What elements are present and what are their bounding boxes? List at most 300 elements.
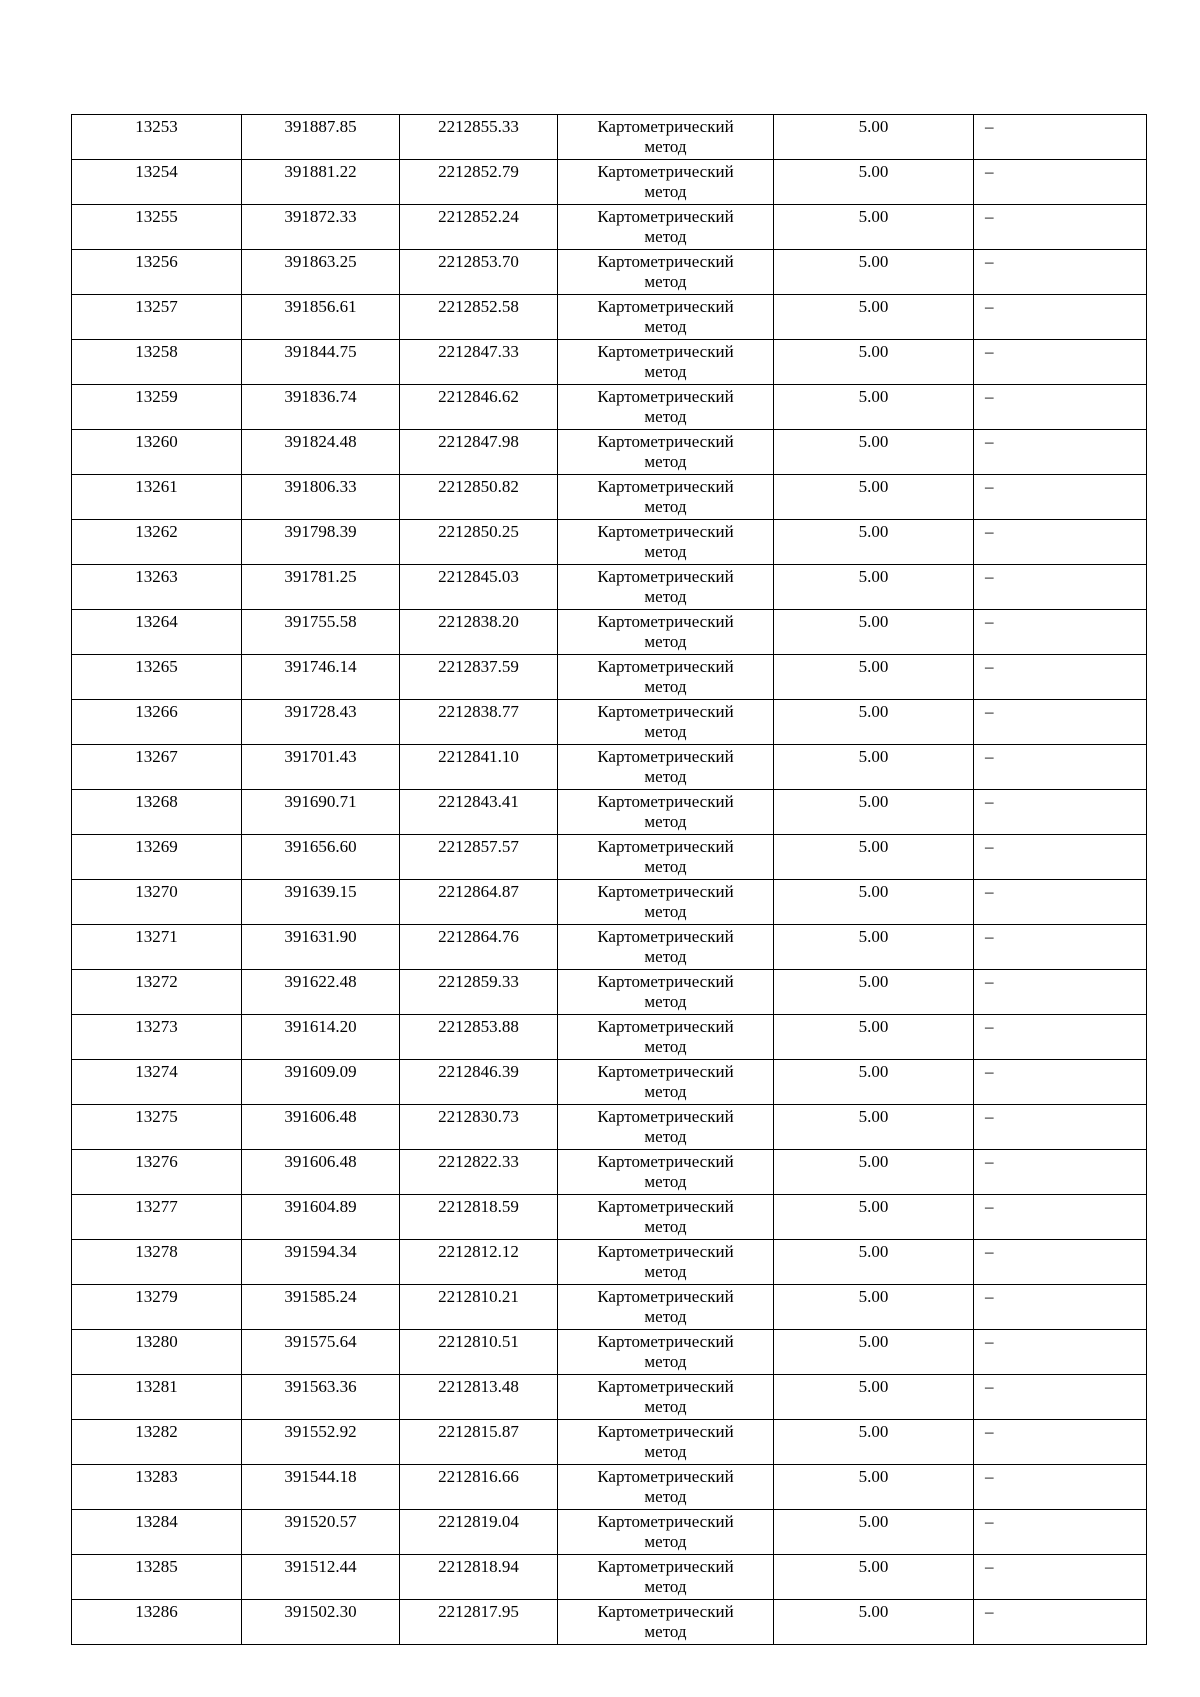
method-line-2: метод: [644, 1037, 687, 1056]
method-line-2: метод: [644, 947, 687, 966]
method-cell: [558, 1060, 774, 1105]
note-cell: –: [974, 1150, 1147, 1195]
method-line-1: Картометрический: [597, 882, 734, 901]
table-row: [72, 520, 1147, 565]
y-coordinate-cell: 2212857.57: [400, 835, 558, 880]
point-number-cell: 13259: [72, 385, 242, 430]
table-row: [72, 1510, 1147, 1555]
method-line-2: метод: [644, 1577, 687, 1596]
y-coordinate-cell: 2212859.33: [400, 970, 558, 1015]
method-line-2: метод: [644, 272, 687, 291]
y-coordinate-cell: 2212816.66: [400, 1465, 558, 1510]
method-line-2: метод: [644, 1217, 687, 1236]
table-row: [72, 835, 1147, 880]
point-number-cell: 13269: [72, 835, 242, 880]
method-line-2: метод: [644, 1397, 687, 1416]
x-coordinate-cell: 391887.85: [242, 115, 400, 160]
point-number-cell: 13264: [72, 610, 242, 655]
method-line-1: Картометрический: [597, 1557, 734, 1576]
note-cell: –: [974, 565, 1147, 610]
x-coordinate-cell: 391512.44: [242, 1555, 400, 1600]
method-cell: [558, 205, 774, 250]
method-line-2: метод: [644, 362, 687, 381]
method-cell: [558, 745, 774, 790]
x-coordinate-cell: 391806.33: [242, 475, 400, 520]
note-cell: –: [974, 160, 1147, 205]
x-coordinate-cell: 391614.20: [242, 1015, 400, 1060]
method-line-2: метод: [644, 722, 687, 741]
x-coordinate-cell: 391872.33: [242, 205, 400, 250]
point-number-cell: 13281: [72, 1375, 242, 1420]
method-line-2: метод: [644, 677, 687, 696]
table-row: [72, 475, 1147, 520]
table-row: [72, 1285, 1147, 1330]
method-line-1: Картометрический: [597, 162, 734, 181]
method-line-2: метод: [644, 1442, 687, 1461]
table-row: [72, 565, 1147, 610]
coordinates-table: [71, 114, 1147, 1645]
method-line-2: метод: [644, 857, 687, 876]
accuracy-cell: 5.00: [774, 250, 974, 295]
accuracy-cell: 5.00: [774, 475, 974, 520]
point-number-cell: 13258: [72, 340, 242, 385]
method-line-2: метод: [644, 317, 687, 336]
accuracy-cell: 5.00: [774, 205, 974, 250]
point-number-cell: 13279: [72, 1285, 242, 1330]
method-cell: [558, 1600, 774, 1645]
accuracy-cell: 5.00: [774, 880, 974, 925]
method-cell: [558, 610, 774, 655]
method-line-1: Картометрический: [597, 1017, 734, 1036]
note-cell: –: [974, 340, 1147, 385]
accuracy-cell: 5.00: [774, 1600, 974, 1645]
table-row: [72, 1195, 1147, 1240]
method-cell: [558, 475, 774, 520]
method-line-1: Картометрический: [597, 1242, 734, 1261]
table-row: [72, 1240, 1147, 1285]
accuracy-cell: 5.00: [774, 565, 974, 610]
method-cell: [558, 160, 774, 205]
method-cell: [558, 295, 774, 340]
method-line-2: метод: [644, 1262, 687, 1281]
method-line-2: метод: [644, 182, 687, 201]
x-coordinate-cell: 391798.39: [242, 520, 400, 565]
note-cell: –: [974, 610, 1147, 655]
accuracy-cell: 5.00: [774, 655, 974, 700]
method-line-2: метод: [644, 587, 687, 606]
point-number-cell: 13280: [72, 1330, 242, 1375]
method-line-2: метод: [644, 812, 687, 831]
accuracy-cell: 5.00: [774, 610, 974, 655]
method-cell: [558, 340, 774, 385]
method-cell: [558, 565, 774, 610]
method-line-1: Картометрический: [597, 1197, 734, 1216]
method-line-2: метод: [644, 542, 687, 561]
note-cell: –: [974, 790, 1147, 835]
method-line-1: Картометрический: [597, 1377, 734, 1396]
method-line-1: Картометрический: [597, 612, 734, 631]
table-row: [72, 1105, 1147, 1150]
table-row: [72, 655, 1147, 700]
method-line-2: метод: [644, 632, 687, 651]
y-coordinate-cell: 2212852.24: [400, 205, 558, 250]
note-cell: –: [974, 970, 1147, 1015]
method-cell: [558, 1240, 774, 1285]
point-number-cell: 13271: [72, 925, 242, 970]
point-number-cell: 13270: [72, 880, 242, 925]
method-line-1: Картометрический: [597, 432, 734, 451]
point-number-cell: 13257: [72, 295, 242, 340]
method-line-1: Картометрический: [597, 1422, 734, 1441]
y-coordinate-cell: 2212864.76: [400, 925, 558, 970]
accuracy-cell: 5.00: [774, 745, 974, 790]
x-coordinate-cell: 391863.25: [242, 250, 400, 295]
note-cell: –: [974, 700, 1147, 745]
note-cell: –: [974, 1015, 1147, 1060]
table-row: [72, 1420, 1147, 1465]
method-cell: [558, 1105, 774, 1150]
x-coordinate-cell: 391606.48: [242, 1150, 400, 1195]
y-coordinate-cell: 2212850.82: [400, 475, 558, 520]
note-cell: –: [974, 115, 1147, 160]
y-coordinate-cell: 2212815.87: [400, 1420, 558, 1465]
note-cell: –: [974, 1510, 1147, 1555]
point-number-cell: 13260: [72, 430, 242, 475]
point-number-cell: 13283: [72, 1465, 242, 1510]
method-cell: [558, 1195, 774, 1240]
point-number-cell: 13266: [72, 700, 242, 745]
y-coordinate-cell: 2212847.33: [400, 340, 558, 385]
note-cell: –: [974, 835, 1147, 880]
y-coordinate-cell: 2212810.21: [400, 1285, 558, 1330]
method-line-1: Картометрический: [597, 477, 734, 496]
x-coordinate-cell: 391563.36: [242, 1375, 400, 1420]
method-line-2: метод: [644, 1307, 687, 1326]
point-number-cell: 13262: [72, 520, 242, 565]
accuracy-cell: 5.00: [774, 1465, 974, 1510]
x-coordinate-cell: 391544.18: [242, 1465, 400, 1510]
x-coordinate-cell: 391585.24: [242, 1285, 400, 1330]
table-row: [72, 115, 1147, 160]
accuracy-cell: 5.00: [774, 1375, 974, 1420]
method-line-2: метод: [644, 452, 687, 471]
table-row: [72, 700, 1147, 745]
method-line-2: метод: [644, 1622, 687, 1641]
method-cell: [558, 115, 774, 160]
method-cell: [558, 1555, 774, 1600]
method-cell: [558, 1510, 774, 1555]
method-line-2: метод: [644, 1487, 687, 1506]
point-number-cell: 13263: [72, 565, 242, 610]
y-coordinate-cell: 2212853.88: [400, 1015, 558, 1060]
method-cell: [558, 520, 774, 565]
y-coordinate-cell: 2212846.39: [400, 1060, 558, 1105]
y-coordinate-cell: 2212813.48: [400, 1375, 558, 1420]
note-cell: –: [974, 1600, 1147, 1645]
table-row: [72, 610, 1147, 655]
point-number-cell: 13272: [72, 970, 242, 1015]
method-line-2: метод: [644, 1082, 687, 1101]
point-number-cell: 13256: [72, 250, 242, 295]
method-line-1: Картометрический: [597, 297, 734, 316]
accuracy-cell: 5.00: [774, 1555, 974, 1600]
accuracy-cell: 5.00: [774, 1420, 974, 1465]
method-line-1: Картометрический: [597, 927, 734, 946]
accuracy-cell: 5.00: [774, 115, 974, 160]
method-line-1: Картометрический: [597, 252, 734, 271]
method-cell: [558, 655, 774, 700]
y-coordinate-cell: 2212817.95: [400, 1600, 558, 1645]
method-cell: [558, 385, 774, 430]
note-cell: –: [974, 1555, 1147, 1600]
method-cell: [558, 790, 774, 835]
accuracy-cell: 5.00: [774, 1060, 974, 1105]
x-coordinate-cell: 391594.34: [242, 1240, 400, 1285]
table-row: [72, 205, 1147, 250]
table-row: [72, 430, 1147, 475]
method-line-1: Картометрический: [597, 1287, 734, 1306]
point-number-cell: 13254: [72, 160, 242, 205]
table-row: [72, 745, 1147, 790]
accuracy-cell: 5.00: [774, 1330, 974, 1375]
method-line-1: Картометрический: [597, 747, 734, 766]
y-coordinate-cell: 2212843.41: [400, 790, 558, 835]
y-coordinate-cell: 2212864.87: [400, 880, 558, 925]
method-cell: [558, 430, 774, 475]
x-coordinate-cell: 391606.48: [242, 1105, 400, 1150]
method-cell: [558, 1420, 774, 1465]
point-number-cell: 13278: [72, 1240, 242, 1285]
y-coordinate-cell: 2212818.59: [400, 1195, 558, 1240]
table-row: [72, 385, 1147, 430]
note-cell: –: [974, 430, 1147, 475]
accuracy-cell: 5.00: [774, 430, 974, 475]
x-coordinate-cell: 391824.48: [242, 430, 400, 475]
table-body: [72, 115, 1147, 1645]
x-coordinate-cell: 391881.22: [242, 160, 400, 205]
method-line-1: Картометрический: [597, 1332, 734, 1351]
method-line-1: Картометрический: [597, 837, 734, 856]
note-cell: –: [974, 655, 1147, 700]
method-line-1: Картометрический: [597, 207, 734, 226]
accuracy-cell: 5.00: [774, 1285, 974, 1330]
method-cell: [558, 1150, 774, 1195]
method-cell: [558, 925, 774, 970]
note-cell: –: [974, 1060, 1147, 1105]
x-coordinate-cell: 391781.25: [242, 565, 400, 610]
note-cell: –: [974, 880, 1147, 925]
x-coordinate-cell: 391728.43: [242, 700, 400, 745]
note-cell: –: [974, 1330, 1147, 1375]
y-coordinate-cell: 2212853.70: [400, 250, 558, 295]
note-cell: –: [974, 925, 1147, 970]
x-coordinate-cell: 391836.74: [242, 385, 400, 430]
method-cell: [558, 1330, 774, 1375]
y-coordinate-cell: 2212845.03: [400, 565, 558, 610]
accuracy-cell: 5.00: [774, 160, 974, 205]
x-coordinate-cell: 391631.90: [242, 925, 400, 970]
method-cell: [558, 250, 774, 295]
note-cell: –: [974, 1420, 1147, 1465]
table-row: [72, 1600, 1147, 1645]
x-coordinate-cell: 391639.15: [242, 880, 400, 925]
note-cell: –: [974, 1375, 1147, 1420]
y-coordinate-cell: 2212846.62: [400, 385, 558, 430]
method-line-1: Картометрический: [597, 1512, 734, 1531]
method-line-1: Картометрический: [597, 387, 734, 406]
method-cell: [558, 1015, 774, 1060]
method-cell: [558, 880, 774, 925]
x-coordinate-cell: 391701.43: [242, 745, 400, 790]
method-line-1: Картометрический: [597, 1467, 734, 1486]
note-cell: –: [974, 205, 1147, 250]
table-row: [72, 790, 1147, 835]
method-line-1: Картометрический: [597, 972, 734, 991]
accuracy-cell: 5.00: [774, 700, 974, 745]
y-coordinate-cell: 2212847.98: [400, 430, 558, 475]
y-coordinate-cell: 2212819.04: [400, 1510, 558, 1555]
x-coordinate-cell: 391604.89: [242, 1195, 400, 1240]
table-row: [72, 295, 1147, 340]
y-coordinate-cell: 2212855.33: [400, 115, 558, 160]
accuracy-cell: 5.00: [774, 340, 974, 385]
accuracy-cell: 5.00: [774, 1015, 974, 1060]
method-cell: [558, 1375, 774, 1420]
note-cell: –: [974, 385, 1147, 430]
note-cell: –: [974, 1240, 1147, 1285]
table-row: [72, 880, 1147, 925]
method-cell: [558, 835, 774, 880]
point-number-cell: 13265: [72, 655, 242, 700]
method-line-2: метод: [644, 407, 687, 426]
accuracy-cell: 5.00: [774, 1240, 974, 1285]
note-cell: –: [974, 520, 1147, 565]
y-coordinate-cell: 2212837.59: [400, 655, 558, 700]
y-coordinate-cell: 2212812.12: [400, 1240, 558, 1285]
point-number-cell: 13274: [72, 1060, 242, 1105]
point-number-cell: 13273: [72, 1015, 242, 1060]
point-number-cell: 13285: [72, 1555, 242, 1600]
table-row: [72, 160, 1147, 205]
method-line-1: Картометрический: [597, 1107, 734, 1126]
method-line-1: Картометрический: [597, 522, 734, 541]
method-cell: [558, 970, 774, 1015]
method-line-1: Картометрический: [597, 702, 734, 721]
table-row: [72, 1015, 1147, 1060]
accuracy-cell: 5.00: [774, 790, 974, 835]
method-line-1: Картометрический: [597, 792, 734, 811]
table-row: [72, 970, 1147, 1015]
note-cell: –: [974, 1285, 1147, 1330]
note-cell: –: [974, 1465, 1147, 1510]
x-coordinate-cell: 391622.48: [242, 970, 400, 1015]
method-line-2: метод: [644, 1352, 687, 1371]
point-number-cell: 13282: [72, 1420, 242, 1465]
y-coordinate-cell: 2212838.20: [400, 610, 558, 655]
point-number-cell: 13268: [72, 790, 242, 835]
table-row: [72, 1060, 1147, 1105]
point-number-cell: 13284: [72, 1510, 242, 1555]
accuracy-cell: 5.00: [774, 1150, 974, 1195]
table-row: [72, 1555, 1147, 1600]
note-cell: –: [974, 1105, 1147, 1150]
point-number-cell: 13275: [72, 1105, 242, 1150]
accuracy-cell: 5.00: [774, 1195, 974, 1240]
y-coordinate-cell: 2212841.10: [400, 745, 558, 790]
note-cell: –: [974, 745, 1147, 790]
accuracy-cell: 5.00: [774, 835, 974, 880]
method-line-1: Картометрический: [597, 342, 734, 361]
x-coordinate-cell: 391575.64: [242, 1330, 400, 1375]
point-number-cell: 13261: [72, 475, 242, 520]
y-coordinate-cell: 2212850.25: [400, 520, 558, 565]
method-line-2: метод: [644, 497, 687, 516]
y-coordinate-cell: 2212838.77: [400, 700, 558, 745]
method-line-2: метод: [644, 902, 687, 921]
accuracy-cell: 5.00: [774, 385, 974, 430]
method-line-1: Картометрический: [597, 117, 734, 136]
point-number-cell: 13286: [72, 1600, 242, 1645]
note-cell: –: [974, 295, 1147, 340]
table-row: [72, 1375, 1147, 1420]
accuracy-cell: 5.00: [774, 925, 974, 970]
accuracy-cell: 5.00: [774, 1105, 974, 1150]
x-coordinate-cell: 391609.09: [242, 1060, 400, 1105]
accuracy-cell: 5.00: [774, 970, 974, 1015]
point-number-cell: 13253: [72, 115, 242, 160]
method-line-2: метод: [644, 1172, 687, 1191]
table-row: [72, 925, 1147, 970]
y-coordinate-cell: 2212852.58: [400, 295, 558, 340]
table-row: [72, 250, 1147, 295]
table-row: [72, 340, 1147, 385]
note-cell: –: [974, 1195, 1147, 1240]
x-coordinate-cell: 391844.75: [242, 340, 400, 385]
method-line-2: метод: [644, 767, 687, 786]
x-coordinate-cell: 391502.30: [242, 1600, 400, 1645]
x-coordinate-cell: 391746.14: [242, 655, 400, 700]
method-line-1: Картометрический: [597, 1062, 734, 1081]
x-coordinate-cell: 391520.57: [242, 1510, 400, 1555]
accuracy-cell: 5.00: [774, 520, 974, 565]
x-coordinate-cell: 391656.60: [242, 835, 400, 880]
x-coordinate-cell: 391856.61: [242, 295, 400, 340]
method-line-2: метод: [644, 137, 687, 156]
table-row: [72, 1465, 1147, 1510]
point-number-cell: 13267: [72, 745, 242, 790]
y-coordinate-cell: 2212822.33: [400, 1150, 558, 1195]
point-number-cell: 13255: [72, 205, 242, 250]
point-number-cell: 13277: [72, 1195, 242, 1240]
method-line-2: метод: [644, 1532, 687, 1551]
accuracy-cell: 5.00: [774, 295, 974, 340]
method-line-1: Картометрический: [597, 657, 734, 676]
x-coordinate-cell: 391552.92: [242, 1420, 400, 1465]
method-line-1: Картометрический: [597, 567, 734, 586]
x-coordinate-cell: 391755.58: [242, 610, 400, 655]
table-row: [72, 1330, 1147, 1375]
method-line-2: метод: [644, 1127, 687, 1146]
y-coordinate-cell: 2212818.94: [400, 1555, 558, 1600]
method-cell: [558, 1465, 774, 1510]
method-cell: [558, 1285, 774, 1330]
point-number-cell: 13276: [72, 1150, 242, 1195]
method-line-2: метод: [644, 992, 687, 1011]
note-cell: –: [974, 475, 1147, 520]
y-coordinate-cell: 2212830.73: [400, 1105, 558, 1150]
method-line-2: метод: [644, 227, 687, 246]
method-line-1: Картометрический: [597, 1152, 734, 1171]
